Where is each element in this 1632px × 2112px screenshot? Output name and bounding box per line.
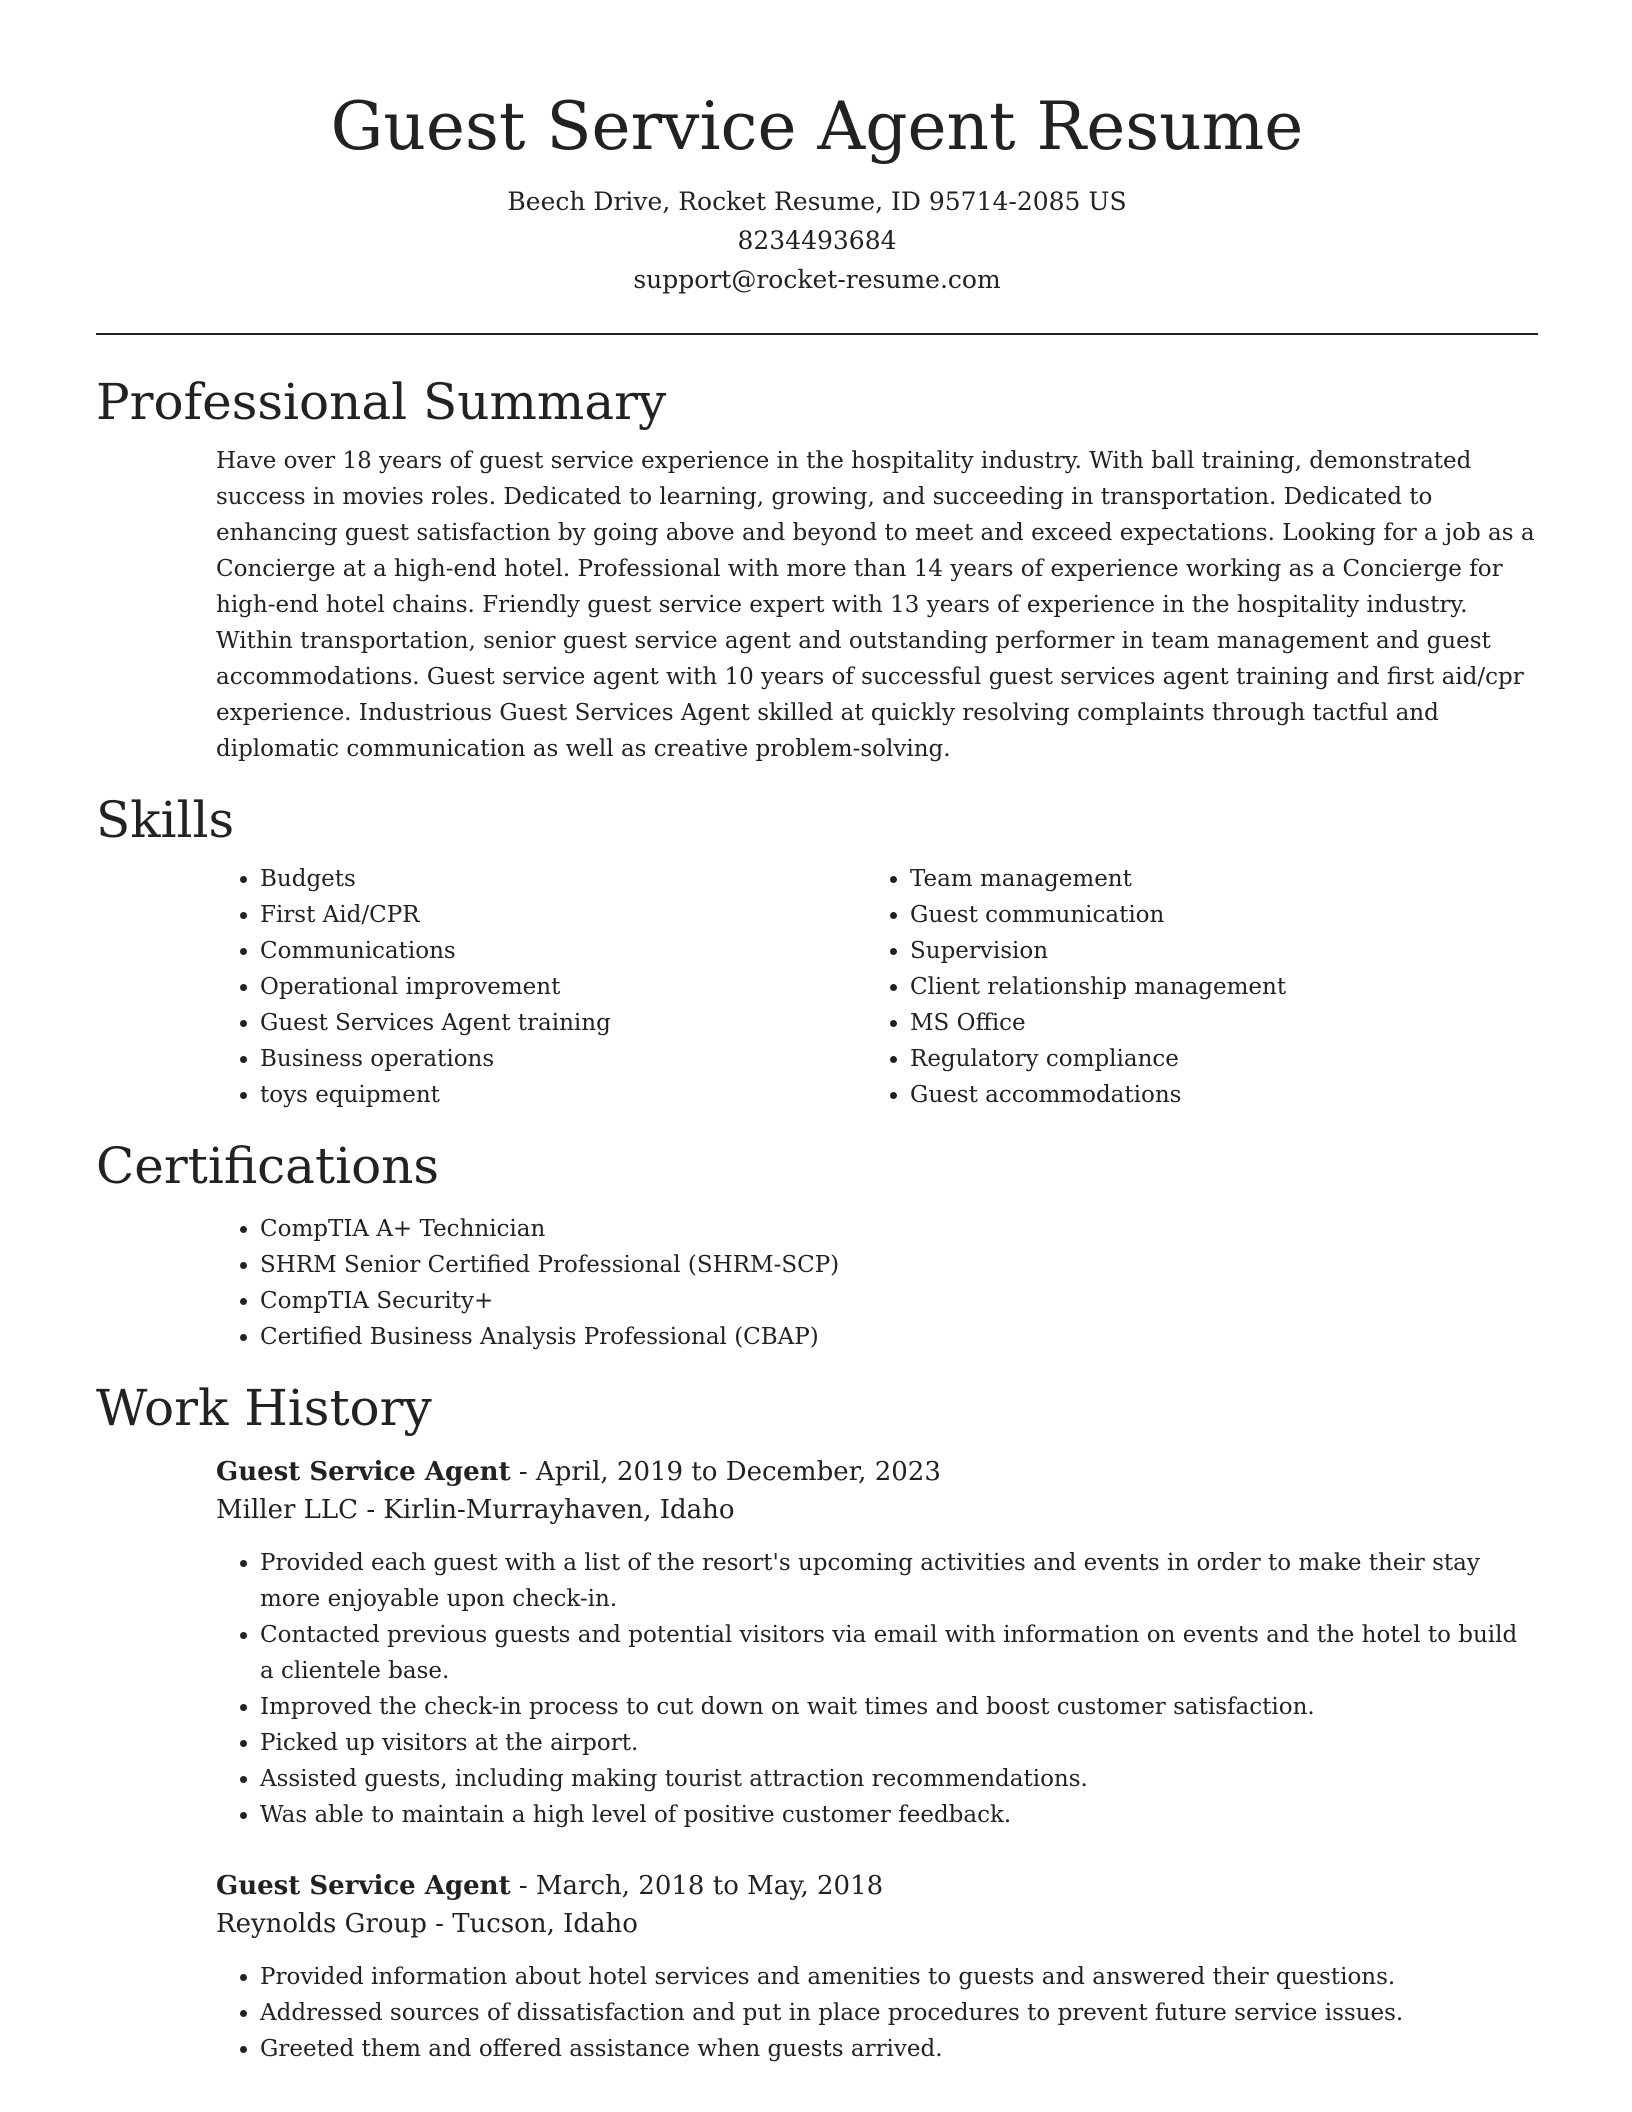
job-duty-item: • Greeted them and offered assistance when guests arrived. — [260, 2031, 1538, 2067]
job-dates: March, 2018 to May, 2018 — [535, 1871, 884, 1901]
resume-title: Guest Service Agent Resume — [330, 88, 1304, 165]
skills-list-right — [866, 861, 1516, 1113]
skill-item: • Business operations — [260, 1041, 866, 1077]
skill-item: • Team management — [910, 861, 1516, 897]
skill-item: • toys equipment — [260, 1077, 866, 1113]
job-duty-item: • Provided each guest with a list of the resort's upcoming activities and events in order to make their stay more enjoyable upon check-in. — [260, 1545, 1538, 1617]
job-location: Tucson, Idaho — [452, 1909, 638, 1939]
contact-block — [96, 182, 1538, 299]
job-company-line — [216, 1491, 1538, 1529]
skills-column-right — [866, 861, 1516, 1113]
certification-item: • Certified Business Analysis Professional (CBAP) — [260, 1319, 1538, 1355]
job-title-line — [216, 1867, 1538, 1905]
skill-item: • Guest communication — [910, 897, 1516, 933]
skill-item: • Guest Services Agent training — [260, 1005, 866, 1041]
skills-section — [96, 789, 1538, 1113]
skill-item: • MS Office — [910, 1005, 1516, 1041]
job-company: Miller LLC — [216, 1495, 359, 1525]
job-duty-item: • Addressed sources of dissatisfaction and put in place procedures to prevent future service issues. — [260, 1995, 1538, 2031]
skill-item: • First Aid/CPR — [260, 897, 866, 933]
job-company: Reynolds Group — [216, 1909, 427, 1939]
job-duty-item: • Contacted previous guests and potential visitors via email with information on events and the hotel to build a clientele base. — [260, 1617, 1538, 1689]
skills-columns — [216, 861, 1538, 1113]
certification-item: • SHRM Senior Certified Professional (SHRM-SCP) — [260, 1247, 1538, 1283]
work-history-section — [96, 1377, 1538, 2067]
certification-item: • CompTIA A+ Technician — [260, 1211, 1538, 1247]
skill-item: • Operational improvement — [260, 969, 866, 1005]
resume-header — [96, 0, 1538, 299]
contact-phone: 8234493684 — [737, 226, 897, 255]
contact-address: Beech Drive, Rocket Resume, ID 95714-2085 US — [507, 187, 1127, 216]
skills-heading: Skills — [96, 791, 235, 849]
header-divider — [96, 333, 1538, 335]
job-entry — [216, 1867, 1538, 2067]
skill-item: • Regulatory compliance — [910, 1041, 1516, 1077]
resume-page — [96, 0, 1538, 2067]
summary-text: Have over 18 years of guest service experience in the hospitality industry. With ball training, demonstrated success in movies roles. Dedicated to learning, growing, and succeeding in transportation. Dedicated to enhancing guest satisfaction by going above and beyond to meet and exceed expectations. Looking for a job as a Concierge at a high-end hotel. Professional with more than 14 years of experience working as a Concierge for high-end hotel chains. Friendly guest service expert with 13 years of experience in the hospitality industry. Within transportation, senior guest service agent and outstanding performer in team management and guest accommodations. Guest service agent with 10 years of successful guest services agent training and first aid/cpr experience. Industrious Guest Services Agent skilled at quickly resolving complaints through tactful and diplomatic communication as well as creative problem-solving. — [216, 448, 1535, 762]
skill-item: • Client relationship management — [910, 969, 1516, 1005]
skills-list-left — [216, 861, 866, 1113]
contact-email: support@rocket-resume.com — [633, 265, 1001, 294]
job-entry — [216, 1453, 1538, 1833]
job-duties-list — [216, 1959, 1538, 2067]
job-duty-item: • Provided information about hotel services and amenities to guests and answered their questions. — [260, 1959, 1538, 1995]
job-separator: - — [510, 1871, 536, 1901]
job-duties-wrap — [216, 1545, 1538, 1833]
job-company-line — [216, 1905, 1538, 1943]
certification-item: • CompTIA Security+ — [260, 1283, 1538, 1319]
job-location: Kirlin-Murrayhaven, Idaho — [383, 1495, 735, 1525]
skill-item: • Communications — [260, 933, 866, 969]
certifications-section — [96, 1135, 1538, 1355]
job-title: Guest Service Agent — [216, 1871, 511, 1901]
skill-item: • Supervision — [910, 933, 1516, 969]
certifications-list-wrap — [216, 1211, 1538, 1355]
job-separator: - — [426, 1909, 453, 1939]
job-duty-item: • Picked up visitors at the airport. — [260, 1725, 1538, 1761]
job-title: Guest Service Agent — [216, 1457, 511, 1487]
skills-column-left — [216, 861, 866, 1113]
job-duty-item: • Was able to maintain a high level of positive customer feedback. — [260, 1797, 1538, 1833]
job-separator: - — [358, 1495, 384, 1525]
job-title-line — [216, 1453, 1538, 1491]
certifications-heading: Certifications — [96, 1137, 440, 1195]
job-duty-item: • Assisted guests, including making tourist attraction recommendations. — [260, 1761, 1538, 1797]
work-history-heading: Work History — [96, 1379, 432, 1437]
job-duties-wrap — [216, 1959, 1538, 2067]
job-dates: April, 2019 to December, 2023 — [535, 1457, 941, 1487]
job-duty-item: • Improved the check-in process to cut down on wait times and boost customer satisfaction. — [260, 1689, 1538, 1725]
job-separator: - — [510, 1457, 536, 1487]
skill-item: • Budgets — [260, 861, 866, 897]
job-duties-list — [216, 1545, 1538, 1833]
summary-section — [96, 371, 1538, 767]
summary-heading: Professional Summary — [96, 373, 667, 431]
skill-item: • Guest accommodations — [910, 1077, 1516, 1113]
certifications-list — [216, 1211, 1538, 1355]
